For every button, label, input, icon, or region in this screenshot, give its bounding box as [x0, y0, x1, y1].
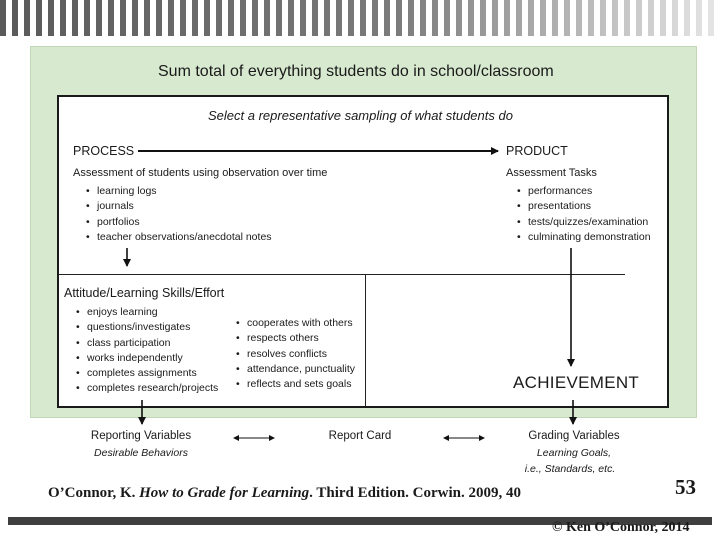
list-item: • completes assignments	[76, 366, 218, 381]
grading-variables-label: Grading Variables	[528, 430, 620, 442]
list-item: • works independently	[76, 351, 218, 366]
list-item: • resolves conflicts	[236, 347, 355, 362]
grading-variables-sub2: i.e., Standards, etc.	[524, 463, 616, 475]
citation-book: How to Grade for Learning	[139, 485, 310, 501]
report-card-label: Report Card	[328, 430, 392, 442]
list-item: • performances	[517, 184, 651, 199]
list-item: • journals	[86, 199, 272, 214]
list-item: • culminating demonstration	[517, 230, 651, 245]
list-item: • tests/quizzes/examination	[517, 215, 651, 230]
reporting-variables-label: Reporting Variables	[90, 430, 192, 442]
list-item: • cooperates with others	[236, 316, 355, 331]
list-item: • completes research/projects	[76, 381, 218, 396]
grading-variables-sub1: Learning Goals,	[536, 447, 612, 459]
product-label: PRODUCT	[506, 144, 568, 158]
list-item: • learning logs	[86, 184, 272, 199]
reporting-variables-sub: Desirable Behaviors	[94, 447, 188, 459]
list-item: • class participation	[76, 336, 218, 351]
list-item: • teacher observations/anecdotal notes	[86, 230, 272, 245]
sampling-subtitle: Select a representative sampling of what students do	[208, 108, 513, 123]
list-item: • respects others	[236, 331, 355, 346]
citation-author: O’Connor, K.	[48, 485, 140, 501]
diagram-title: Sum total of everything students do in school/classroom	[158, 63, 554, 80]
process-label: PROCESS	[73, 144, 135, 158]
citation-rest: . Third Edition. Corwin. 2009, 40	[309, 485, 522, 501]
list-item: • enjoys learning	[76, 305, 218, 320]
list-item: • reflects and sets goals	[236, 377, 355, 392]
process-assessment: Assessment of students using observation over time	[73, 167, 328, 179]
list-item: • portfolios	[86, 215, 272, 230]
attitude-label: Attitude/Learning Skills/Effort	[64, 286, 225, 300]
list-item: • presentations	[517, 199, 651, 214]
achievement-label: ACHIEVEMENT	[513, 373, 640, 392]
product-assessment: Assessment Tasks	[506, 167, 597, 179]
list-item: • questions/investigates	[76, 320, 218, 335]
list-item: • attendance, punctuality	[236, 362, 355, 377]
citation	[48, 485, 521, 502]
page-number: 53	[675, 475, 696, 499]
copyright: © Ken O’Connor, 2014	[552, 520, 690, 535]
